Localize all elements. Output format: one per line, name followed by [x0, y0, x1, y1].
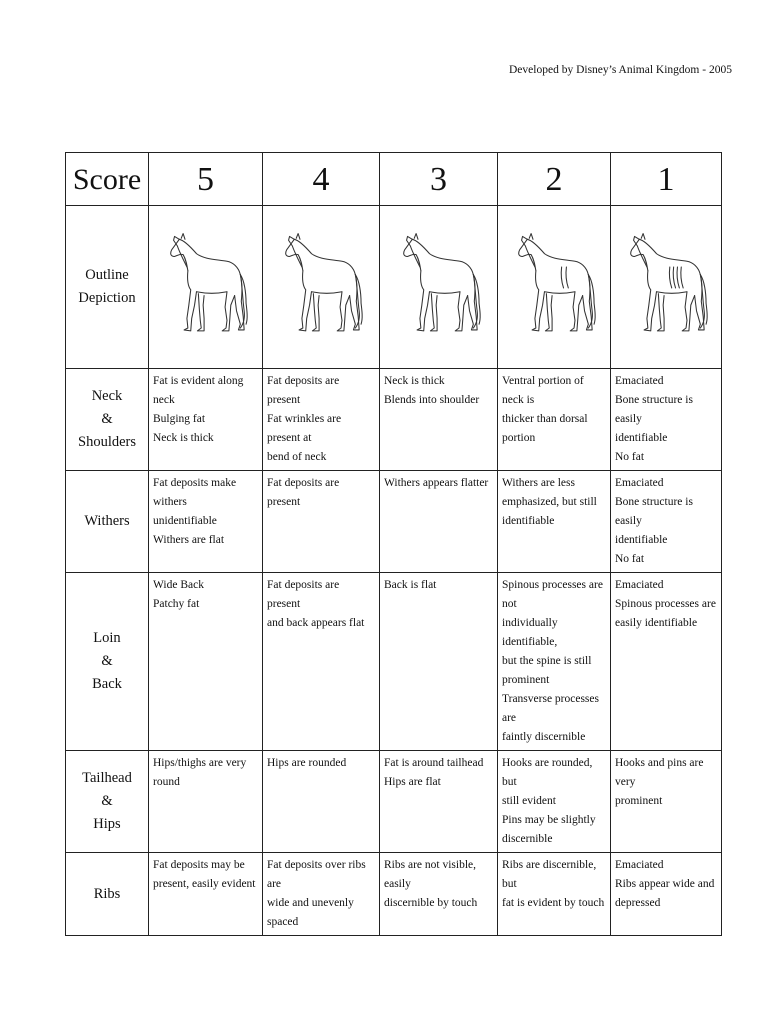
description-line: Wide Back — [153, 579, 204, 591]
description-line: thicker than dorsal — [502, 413, 588, 425]
horse-outline-stroke — [532, 271, 544, 331]
score-3-description — [380, 573, 498, 751]
description-line: Fat deposits may be — [153, 859, 245, 871]
horse-outline-stroke — [430, 294, 437, 331]
description-line: and back appears flat — [267, 617, 365, 629]
horse-outline-stroke — [179, 239, 240, 274]
row-label-line: & — [101, 411, 113, 427]
description-line: still evident — [502, 795, 556, 807]
horse-outline-stroke — [566, 267, 568, 288]
horse-outline-stroke — [286, 239, 303, 270]
row-label-line: Withers — [84, 513, 130, 529]
description-line: Bone structure is easily — [615, 496, 693, 527]
horse-score-2-cell — [498, 206, 611, 369]
description-line: prominent — [502, 674, 550, 686]
horse-outline-icon — [506, 225, 602, 349]
description-line: Fat deposits over ribs are — [267, 859, 366, 890]
description-line: Ribs are not visible, easily — [384, 859, 476, 890]
description-line: Hips are rounded — [267, 757, 347, 769]
outline-label-line: Depiction — [78, 290, 136, 306]
horse-outline-stroke — [522, 236, 535, 267]
description-line: prominent — [615, 795, 663, 807]
description-line: identifiable — [615, 534, 668, 546]
horse-outline-stroke — [197, 294, 204, 331]
horse-outline-stroke — [429, 292, 460, 293]
description-line: Ventral portion of neck is — [502, 375, 584, 406]
horse-outline-stroke — [184, 271, 196, 331]
description-line: Blends into shoulder — [384, 394, 480, 406]
row-loin-back — [66, 573, 722, 751]
description-line: Fat deposits are present — [267, 477, 340, 508]
row-ribs — [66, 853, 722, 936]
horse-outline-stroke — [289, 236, 302, 267]
row-label-line: Hips — [93, 816, 121, 832]
score-2-header: 2 — [498, 153, 611, 206]
horse-score-4-cell — [263, 206, 380, 369]
description-line: Emaciated — [615, 477, 664, 489]
description-line: Fat is evident along neck — [153, 375, 244, 406]
horse-outline-stroke — [545, 294, 552, 331]
horse-outline-stroke — [222, 292, 234, 331]
description-line: Hooks and pins are very — [615, 757, 704, 788]
description-line: Fat deposits are present — [267, 375, 340, 406]
description-line: Fat deposits make withers — [153, 477, 237, 508]
horse-outline-stroke — [294, 239, 355, 274]
horse-score-3-cell — [380, 206, 498, 369]
score-2-description — [498, 573, 611, 751]
description-line: Fat is around tailhead — [384, 757, 484, 769]
horse-outline-stroke — [170, 239, 187, 270]
score-5-description — [149, 853, 263, 936]
description-line: Bone structure is easily — [615, 394, 693, 425]
horse-score-1-cell — [611, 206, 722, 369]
score-5-description — [149, 369, 263, 471]
description-line: Patchy fat — [153, 598, 200, 610]
horse-outline-stroke — [527, 239, 588, 274]
horse-score-5-cell — [149, 206, 263, 369]
description-line: present, easily evident — [153, 878, 256, 890]
score-3-description — [380, 853, 498, 936]
description-line: Fat wrinkles are present at — [267, 413, 342, 444]
description-line: Hips/thighs are very — [153, 757, 247, 769]
row-label-line: & — [101, 653, 113, 669]
description-line: Back is flat — [384, 579, 437, 591]
horse-outline-stroke — [641, 234, 645, 240]
score-4-description — [263, 751, 380, 853]
description-line: Withers appears flatter — [384, 477, 489, 489]
description-line: Hips are flat — [384, 776, 441, 788]
score-header-row — [66, 153, 722, 206]
outline-depiction-label — [66, 206, 149, 369]
row-label — [66, 751, 149, 853]
horse-outline-stroke — [296, 234, 300, 240]
horse-outline-stroke — [669, 267, 671, 288]
score-1-description — [611, 369, 722, 471]
horse-outline-icon — [158, 225, 254, 349]
row-withers — [66, 471, 722, 573]
horse-outline-stroke — [455, 292, 467, 331]
description-line: wide and unevenly spaced — [267, 897, 354, 928]
horse-outline-stroke — [631, 239, 648, 270]
description-line: discernible — [502, 833, 553, 845]
horse-outline-icon — [273, 225, 369, 349]
score-4-description — [263, 471, 380, 573]
score-3-description — [380, 751, 498, 853]
outline-label-line: Outline — [85, 267, 129, 283]
outline-depiction-row — [66, 206, 722, 369]
row-label-line: Ribs — [93, 885, 121, 902]
score-4-description — [263, 369, 380, 471]
score-1-description — [611, 853, 722, 936]
row-neck-shoulders — [66, 369, 722, 471]
horse-outline-stroke — [682, 292, 694, 331]
horse-outline-icon — [391, 225, 487, 349]
description-line: bend of neck — [267, 451, 327, 463]
horse-outline-stroke — [656, 292, 687, 293]
score-5-description — [149, 573, 263, 751]
horse-outline-stroke — [570, 292, 582, 331]
horse-outline-stroke — [406, 236, 419, 267]
row-label — [66, 369, 149, 471]
description-line: depressed — [615, 897, 661, 909]
horse-outline-stroke — [311, 292, 342, 293]
score-3-header: 3 — [380, 153, 498, 206]
horse-outline-stroke — [412, 239, 473, 274]
horse-outline-stroke — [417, 271, 429, 331]
horse-outline-stroke — [657, 294, 664, 331]
description-line: Transverse processes are — [502, 693, 599, 724]
description-line: Emaciated — [615, 579, 664, 591]
description-line: Hooks are rounded, but — [502, 757, 593, 788]
horse-outline-stroke — [403, 239, 420, 270]
description-line: Spinous processes are — [615, 598, 716, 610]
row-label-line: Shoulders — [78, 434, 136, 450]
description-line: Bulging fat — [153, 413, 206, 425]
description-line: Neck is thick — [384, 375, 445, 387]
horse-outline-icon — [618, 225, 714, 349]
score-2-description — [498, 369, 611, 471]
score-2-description — [498, 853, 611, 936]
score-header-label: Score — [66, 153, 149, 206]
description-line: identifiable — [615, 432, 668, 444]
description-line: fat is evident by touch — [502, 897, 605, 909]
description-line: faintly discernible — [502, 731, 586, 743]
description-line: No fat — [615, 451, 645, 463]
description-line: Spinous processes are not — [502, 579, 603, 610]
description-line: portion — [502, 432, 536, 444]
score-3-description — [380, 369, 498, 471]
description-line: No fat — [615, 553, 645, 565]
score-1-description — [611, 471, 722, 573]
row-label — [66, 471, 149, 573]
score-5-description — [149, 751, 263, 853]
score-4-header: 4 — [263, 153, 380, 206]
horse-outline-stroke — [519, 239, 536, 270]
description-line: Neck is thick — [153, 432, 214, 444]
score-4-description — [263, 573, 380, 751]
description-line: round — [153, 776, 180, 788]
row-label-line: & — [101, 793, 113, 809]
description-line: Pins may be slightly — [502, 814, 596, 826]
credit-line: Developed by Disney’s Animal Kingdom - 2005 — [509, 64, 732, 76]
horse-outline-stroke — [299, 271, 311, 331]
row-label — [66, 853, 149, 936]
body-condition-score-table — [65, 152, 722, 936]
horse-outline-stroke — [677, 267, 679, 288]
score-3-description — [380, 471, 498, 573]
score-4-description — [263, 853, 380, 936]
horse-outline-stroke — [681, 267, 683, 288]
horse-outline-stroke — [544, 292, 575, 293]
score-2-description — [498, 751, 611, 853]
description-line: identifiable — [502, 515, 555, 527]
description-line: Emaciated — [615, 859, 664, 871]
row-label-line: Neck — [91, 388, 123, 404]
row-label — [66, 573, 149, 751]
score-1-description — [611, 751, 722, 853]
score-2-description — [498, 471, 611, 573]
horse-outline-stroke — [644, 271, 656, 331]
score-5-header: 5 — [149, 153, 263, 206]
description-line: Fat deposits are present — [267, 579, 340, 610]
horse-outline-stroke — [173, 236, 186, 267]
horse-outline-stroke — [414, 234, 418, 240]
row-label-line: Tailhead — [82, 770, 132, 786]
description-line: easily identifiable — [615, 617, 698, 629]
description-line: Withers are less — [502, 477, 575, 489]
description-line: but the spine is still — [502, 655, 592, 667]
description-line: Withers are flat — [153, 534, 225, 546]
description-line: Ribs are discernible, but — [502, 859, 597, 890]
horse-outline-stroke — [634, 236, 647, 267]
description-line: Emaciated — [615, 375, 664, 387]
horse-outline-stroke — [196, 292, 227, 293]
horse-outline-stroke — [561, 267, 563, 288]
score-1-header: 1 — [611, 153, 722, 206]
row-label-line: Loin — [93, 630, 121, 646]
description-line: discernible by touch — [384, 897, 478, 909]
description-line: individually identifiable, — [502, 617, 558, 648]
score-1-description — [611, 573, 722, 751]
horse-outline-stroke — [337, 292, 349, 331]
description-line: Ribs appear wide and — [615, 878, 715, 890]
row-tailhead-hips — [66, 751, 722, 853]
score-5-description — [149, 471, 263, 573]
description-line: unidentifiable — [153, 515, 217, 527]
horse-outline-stroke — [529, 234, 533, 240]
horse-outline-stroke — [312, 294, 319, 331]
row-label-line: Back — [92, 676, 122, 692]
horse-outline-stroke — [673, 267, 675, 288]
horse-outline-stroke — [181, 234, 185, 240]
description-line: emphasized, but still — [502, 496, 597, 508]
